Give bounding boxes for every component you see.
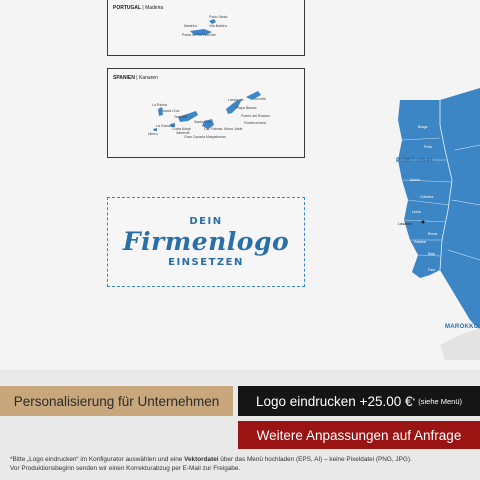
map-label: Faro [428,268,436,272]
logo-placeholder [107,197,305,287]
personalization-button[interactable]: Personalisierung für Unternehmen [0,386,233,416]
footnote: *Bitte „Logo eindrucken“ im Konfigurator auswählen und eine Vektordatei über das Menü hochladen (EPS, AI) – keine Pixeldatei (PNG, JPG). Vor Produktionsbeginn senden wir einen Korrekturabzug per E-Mail zur Freigabe. [10,456,412,472]
island-label: Ponta do Sol [182,33,203,37]
island-label: Las Palmas [204,127,223,131]
morocco-shape [440,328,480,360]
island-label: Maspalomas [206,135,226,139]
island-label: Madeira [184,24,197,28]
map-label: Aveiro [410,178,420,182]
island-label: Vila Baleira [209,24,227,28]
island-label: Gran Canaria [184,135,206,139]
map-label: Beja [428,252,436,256]
label-marokko: MAROKKO [445,324,479,330]
island-label: Fuerteventura [244,121,266,125]
inset-madeira [107,0,305,56]
island-label: Lanzarote [228,98,244,102]
map-label: Porto [424,145,433,149]
logo-print-button[interactable] [238,386,480,416]
inset-kanaren [107,68,305,158]
island-label: Puerto del Rosario [241,114,270,118]
island-label: Arrecife [254,97,267,101]
logo-text-bottom: EINSETZEN [168,257,244,268]
madeira-islands [108,0,306,57]
map-label: Setúbal [414,240,426,244]
more-options-button[interactable]: Weitere Anpassungen auf Anfrage [238,421,480,449]
island-label: Porto Santo [209,15,228,19]
logo-text-top: DEIN [189,216,223,227]
island-label: La Palma [152,103,167,107]
island-label: Teneriffa [174,115,188,119]
logo-text-script: Firmenlogo [122,227,290,256]
logo-print-asterisk: * [412,397,416,405]
inset-kanaren-title: SPANIEN | Kanaren [113,75,158,81]
island-label: Costa Adeje [172,127,191,131]
island-label: Morro Jable [224,127,243,131]
island-label: Valverde [176,131,190,135]
kanaren-islands [108,69,306,159]
island-label: La Gomera [156,124,174,128]
logo-print-hint: (siehe Menü) [418,396,463,406]
island-label: Hierro [148,132,158,136]
logo-print-label: Logo eindrucken +25.00 € [255,393,413,409]
inset-madeira-title: PORTUGAL | Madeira [113,5,164,11]
map-label: Braga [418,125,428,129]
island-label: Playa Blanca [236,106,257,110]
island-label: Santa Cruz [162,109,180,113]
map-label: Évora [428,232,438,236]
map-label: Lissabon [398,222,413,226]
map-label: Leiria [412,210,421,214]
map-label: Coimbra [420,195,434,199]
island-label: Funchal [203,33,216,37]
island-label: Santa Cruz [194,120,212,124]
label-portugal: PORTUGAL [396,157,435,164]
